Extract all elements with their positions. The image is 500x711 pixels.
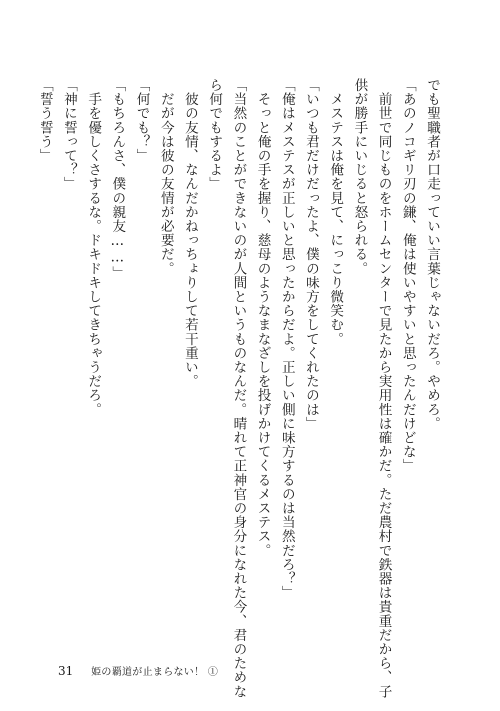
text-line: 「誓う誓う」 — [36, 78, 53, 163]
text-line: 「いつも君だけだったよ、僕の味方をしてくれたのは」 — [302, 78, 319, 431]
running-title: 姫の覇道が止まらない！ ① — [91, 667, 219, 678]
text-line: 前世で同じものをホームセンターで見たから実用性は確かだ。ただ農村で鉄器は貴重だから、子 — [375, 78, 392, 699]
page-footer — [58, 663, 218, 678]
text-line: 「俺はメステスが正しいと思ったからだよ。正しい側に味方するのは当然だろ？」 — [278, 78, 295, 600]
text-line: 彼の友情、なんだかねっちょりして若干重い。 — [181, 78, 198, 389]
text-line: 手を優しくさするな。ドキドキしてきちゃうだろ。 — [85, 78, 102, 417]
text-line: 「当然のことができないのが人間というものなんだ。晴れて正神官の身分になれた今、君のためな — [230, 78, 247, 699]
text-line: 供が勝手にいじると怒られる。 — [351, 78, 368, 276]
text-line: メステスは俺を見て、にっこり微笑む。 — [327, 78, 344, 346]
text-line: ら何でもするよ」 — [206, 78, 223, 191]
text-line: 「もちろんさ、僕の親友……」 — [109, 78, 126, 281]
text-line: 「何でも？」 — [133, 78, 150, 163]
text-line: だが今は彼の友情が必要だ。 — [157, 78, 174, 276]
text-line: 「あのノコギリ刃の鎌、俺は使いやすいと思ったんだけどな」 — [399, 78, 416, 473]
text-line: 「神に誓って？」 — [60, 78, 77, 191]
page-number: 31 — [58, 664, 74, 678]
text-line: でも聖職者が口走っていい言葉じゃないだろ。やめろ。 — [424, 78, 440, 431]
text-line: そっと俺の手を握り、慈母のようなまなざしを投げかけてくるメステス。 — [254, 78, 271, 558]
